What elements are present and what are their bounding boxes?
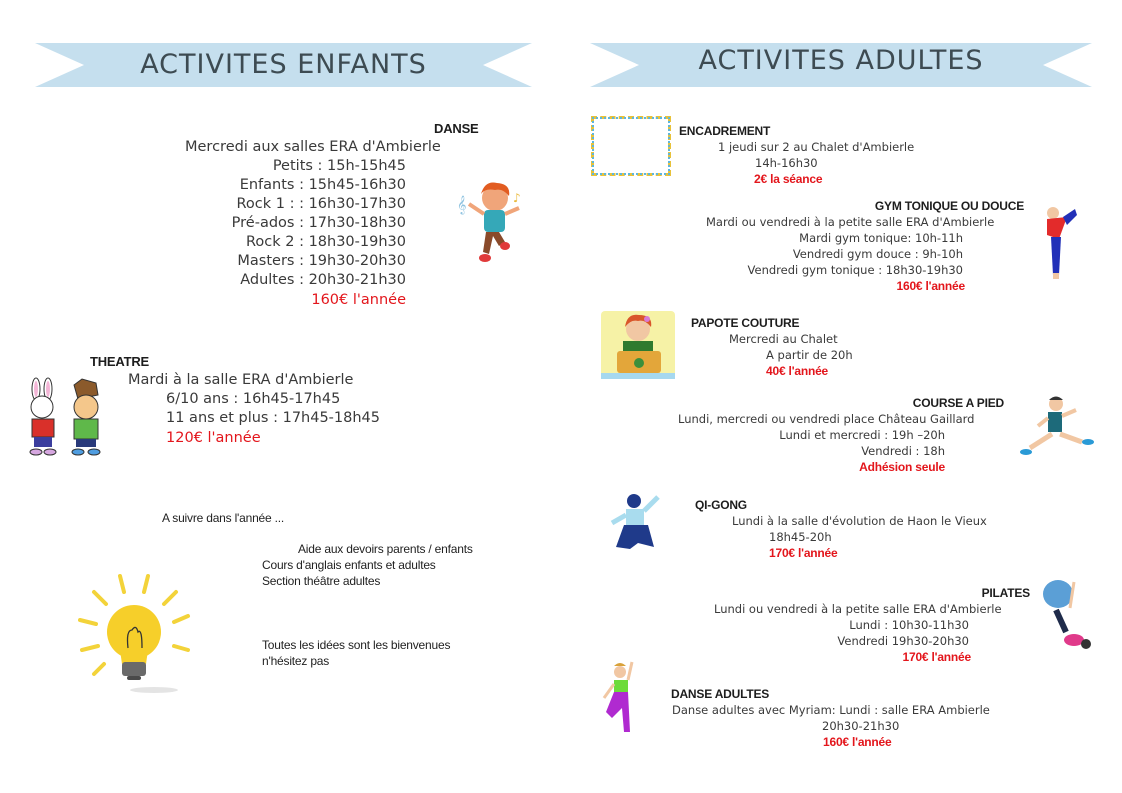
danse-title: DANSE <box>434 121 479 136</box>
danse-schedule-item: Masters : 19h30-20h30 <box>237 253 406 269</box>
qigong-line: 18h45-20h <box>769 530 832 544</box>
upcoming-title: A suivre dans l'année ... <box>162 511 285 525</box>
qigong-line: Lundi à la salle d'évolution de Haon le Vieux <box>732 514 987 528</box>
pilates-price: 170€ l'année <box>902 650 971 664</box>
decorative-frame <box>591 116 671 176</box>
danse-schedule-item: Petits : 15h-15h45 <box>272 158 406 174</box>
danse-adultes-title: DANSE ADULTES <box>671 687 770 701</box>
pilates-line: Vendredi 19h30-20h30 <box>837 634 969 648</box>
upcoming-note: n'hésitez pas <box>262 654 330 668</box>
banner-activites-adultes <box>590 43 1092 87</box>
danse-schedule-item: Rock 1 : : 16h30-17h30 <box>236 196 406 212</box>
theatre-schedule-item: 11 ans et plus : 17h45-18h45 <box>166 410 381 426</box>
pilates-line: Lundi ou vendredi à la petite salle ERA d'Ambierle <box>714 602 1002 616</box>
encadrement-line: 1 jeudi sur 2 au Chalet d'Ambierle <box>718 140 915 154</box>
course-line: Lundi et mercredi : 19h –20h <box>779 428 945 442</box>
dancing-boy-icon <box>455 180 530 270</box>
danse-adultes-line: 20h30-21h30 <box>822 719 900 733</box>
theatre-price: 120€ l'année <box>166 430 261 446</box>
theatre-schedule-item: 6/10 ans : 16h45-17h45 <box>166 391 341 407</box>
couture-price: 40€ l'année <box>766 364 829 378</box>
gym-line: Mardi ou vendredi à la petite salle ERA d'Ambierle <box>706 215 995 229</box>
sewing-woman-icon <box>601 311 675 379</box>
course-line: Lundi, mercredi ou vendredi place Château Gaillard <box>678 412 975 426</box>
qigong-price: 170€ l'année <box>769 546 838 560</box>
couture-line: A partir de 20h <box>766 348 853 362</box>
banner-title: ACTIVITES ADULTES <box>698 45 984 76</box>
banner-activites-enfants <box>35 43 532 87</box>
danse-schedule-item: Adultes : 20h30-21h30 <box>240 272 406 288</box>
banner-title: ACTIVITES ENFANTS <box>140 49 427 80</box>
gym-title: GYM TONIQUE OU DOUCE <box>874 199 1024 213</box>
gym-price: 160€ l'année <box>896 279 965 293</box>
theatre-place: Mardi à la salle ERA d'Ambierle <box>128 372 354 388</box>
couture-line: Mercredi au Chalet <box>729 332 838 346</box>
pilates-woman-icon <box>1036 578 1096 652</box>
pilates-line: Lundi : 10h30-11h30 <box>849 618 969 632</box>
course-price: Adhésion seule <box>859 460 945 474</box>
upcoming-item: Aide aux devoirs parents / enfants <box>298 542 473 556</box>
gym-line: Vendredi gym douce : 9h-10h <box>792 247 963 261</box>
svg-text:𝄞: 𝄞 <box>457 195 467 214</box>
danse-schedule-item: Pré-ados : 17h30-18h30 <box>231 215 406 231</box>
theatre-kids-icon <box>22 377 114 461</box>
runner-icon <box>1016 396 1096 460</box>
qigong-man-icon <box>608 493 662 555</box>
qigong-title: QI-GONG <box>695 498 747 512</box>
upcoming-note: Toutes les idées sont les bienvenues <box>262 638 451 652</box>
course-title: COURSE A PIED <box>912 396 1004 410</box>
encadrement-line: 14h-16h30 <box>755 156 818 170</box>
lightbulb-icon <box>72 568 197 698</box>
danse-price: 160€ l'année <box>311 292 406 308</box>
danse-schedule-item: Enfants : 15h45-16h30 <box>239 177 406 193</box>
dancing-woman-icon <box>598 658 638 742</box>
svg-text:♪: ♪ <box>513 191 521 205</box>
theatre-title: THEATRE <box>90 354 150 369</box>
upcoming-item: Cours d'anglais enfants et adultes <box>262 558 436 572</box>
danse-adultes-line: Danse adultes avec Myriam: Lundi : salle ERA Ambierle <box>672 703 990 717</box>
gym-line: Mardi gym tonique: 10h-11h <box>799 231 963 245</box>
encadrement-price: 2€ la séance <box>754 172 823 186</box>
danse-adultes-price: 160€ l'année <box>823 735 892 749</box>
course-line: Vendredi : 18h <box>861 444 945 458</box>
pilates-title: PILATES <box>981 586 1030 600</box>
danse-place: Mercredi aux salles ERA d'Ambierle <box>185 139 441 155</box>
encadrement-title: ENCADREMENT <box>679 124 771 138</box>
couture-title: PAPOTE COUTURE <box>691 316 800 330</box>
gym-line: Vendredi gym tonique : 18h30-19h30 <box>747 263 963 277</box>
gym-woman-icon <box>1033 203 1081 283</box>
danse-schedule-item: Rock 2 : 18h30-19h30 <box>245 234 406 250</box>
upcoming-item: Section théâtre adultes <box>262 574 381 588</box>
